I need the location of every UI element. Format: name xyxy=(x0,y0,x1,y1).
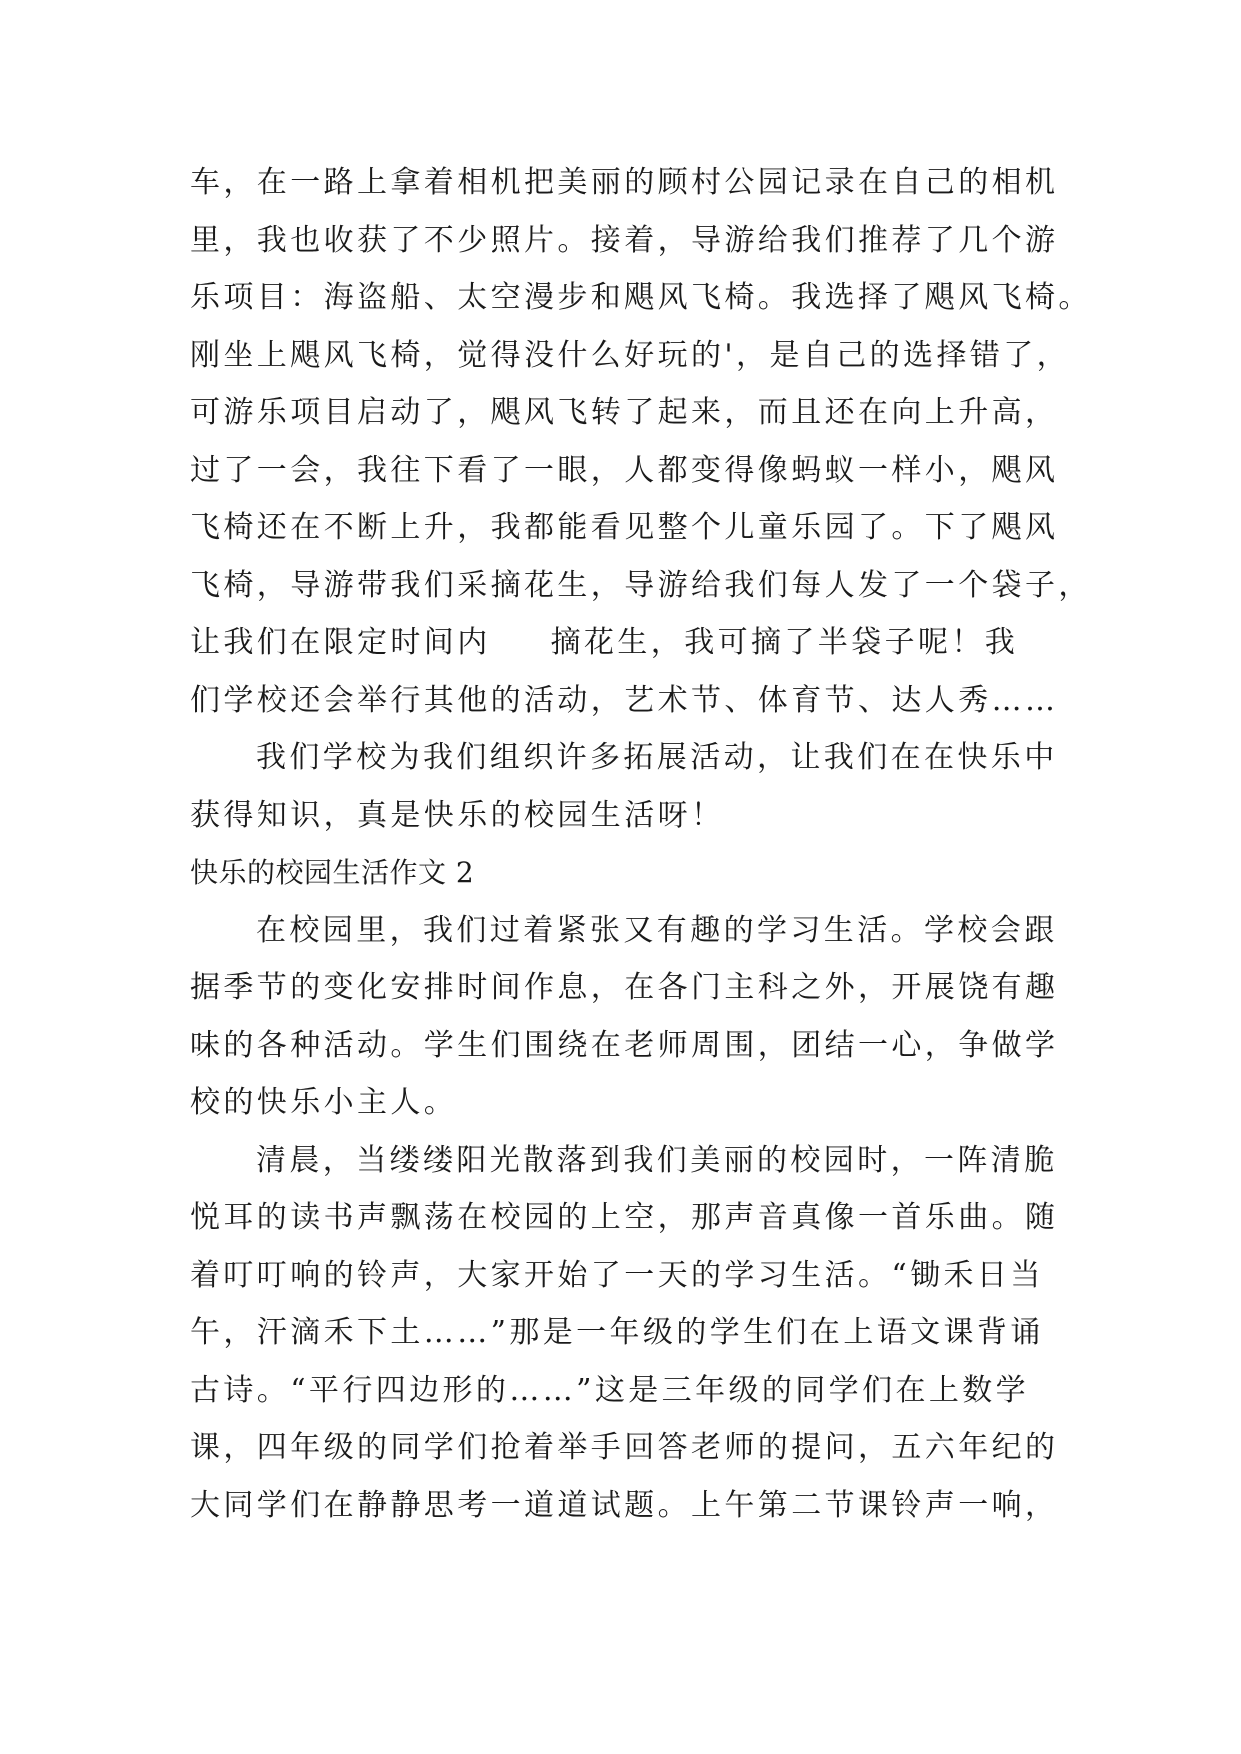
text-line: 可游乐项目启动了，飓风飞转了起来，而且还在向上升高， xyxy=(190,395,1059,430)
text-line xyxy=(190,623,1018,663)
text-line: 大同学们在静静思考一道道试题。上午第二节课铃声一响， xyxy=(190,1488,1059,1523)
text-line: 们学校还会举行其他的活动，艺术节、体育节、达人秀…… xyxy=(190,683,1059,718)
text-line: 获得知识，真是快乐的校园生活呀！ xyxy=(190,798,725,833)
paragraph-first-line: 我们学校为我们组织许多拓展活动，让我们在在快乐中 xyxy=(256,740,1058,775)
text-line: 乐项目：海盗船、太空漫步和飓风飞椅。我选择了飓风飞椅。 xyxy=(190,280,1092,315)
text-line: 过了一会，我往下看了一眼，人都变得像蚂蚁一样小，飓风 xyxy=(190,453,1059,488)
paragraph-first-line: 在校园里，我们过着紧张又有趣的学习生活。学校会跟 xyxy=(256,913,1058,948)
text-line: 午，汗滴禾下土……”那是一年级的学生们在上语文课背诵 xyxy=(190,1315,1044,1350)
text-line: 飞椅，导游带我们采摘花生，导游给我们每人发了一个袋子， xyxy=(190,568,1092,603)
text-line: 味的各种活动。学生们围绕在老师周围，团结一心，争做学 xyxy=(190,1028,1059,1063)
text-line: 校的快乐小主人。 xyxy=(190,1085,458,1120)
text-line: 课，四年级的同学们抢着举手回答老师的提问，五六年纪的 xyxy=(190,1430,1059,1465)
paragraph-first-line: 清晨，当缕缕阳光散落到我们美丽的校园时，一阵清脆 xyxy=(256,1143,1058,1178)
text-line: 车，在一路上拿着相机把美丽的顾村公园记录在自己的相机 xyxy=(190,165,1059,200)
text-line: 据季节的变化安排时间作息，在各门主科之外，开展饶有趣 xyxy=(190,970,1059,1005)
text-line: 着叮叮响的铃声，大家开始了一天的学习生活。“锄禾日当 xyxy=(190,1258,1044,1293)
text-line: 飞椅还在不断上升，我都能看见整个儿童乐园了。下了飓风 xyxy=(190,510,1059,545)
text-segment: 摘花生，我可摘了半袋子呢！我 xyxy=(550,625,1019,660)
text-line: 古诗。“平行四边形的……”这是三年级的同学们在上数学 xyxy=(190,1373,1030,1408)
text-line: 悦耳的读书声飘荡在校园的上空，那声音真像一首乐曲。随 xyxy=(190,1200,1059,1235)
section-heading: 快乐的校园生活作文 2 xyxy=(190,856,475,889)
text-line: 刚坐上飓风飞椅，觉得没什么好玩的'，是自己的选择错了， xyxy=(190,338,1071,373)
text-segment: 让我们在限定时间内 xyxy=(190,625,491,660)
text-line: 里，我也收获了不少照片。接着，导游给我们推荐了几个游 xyxy=(190,223,1059,258)
